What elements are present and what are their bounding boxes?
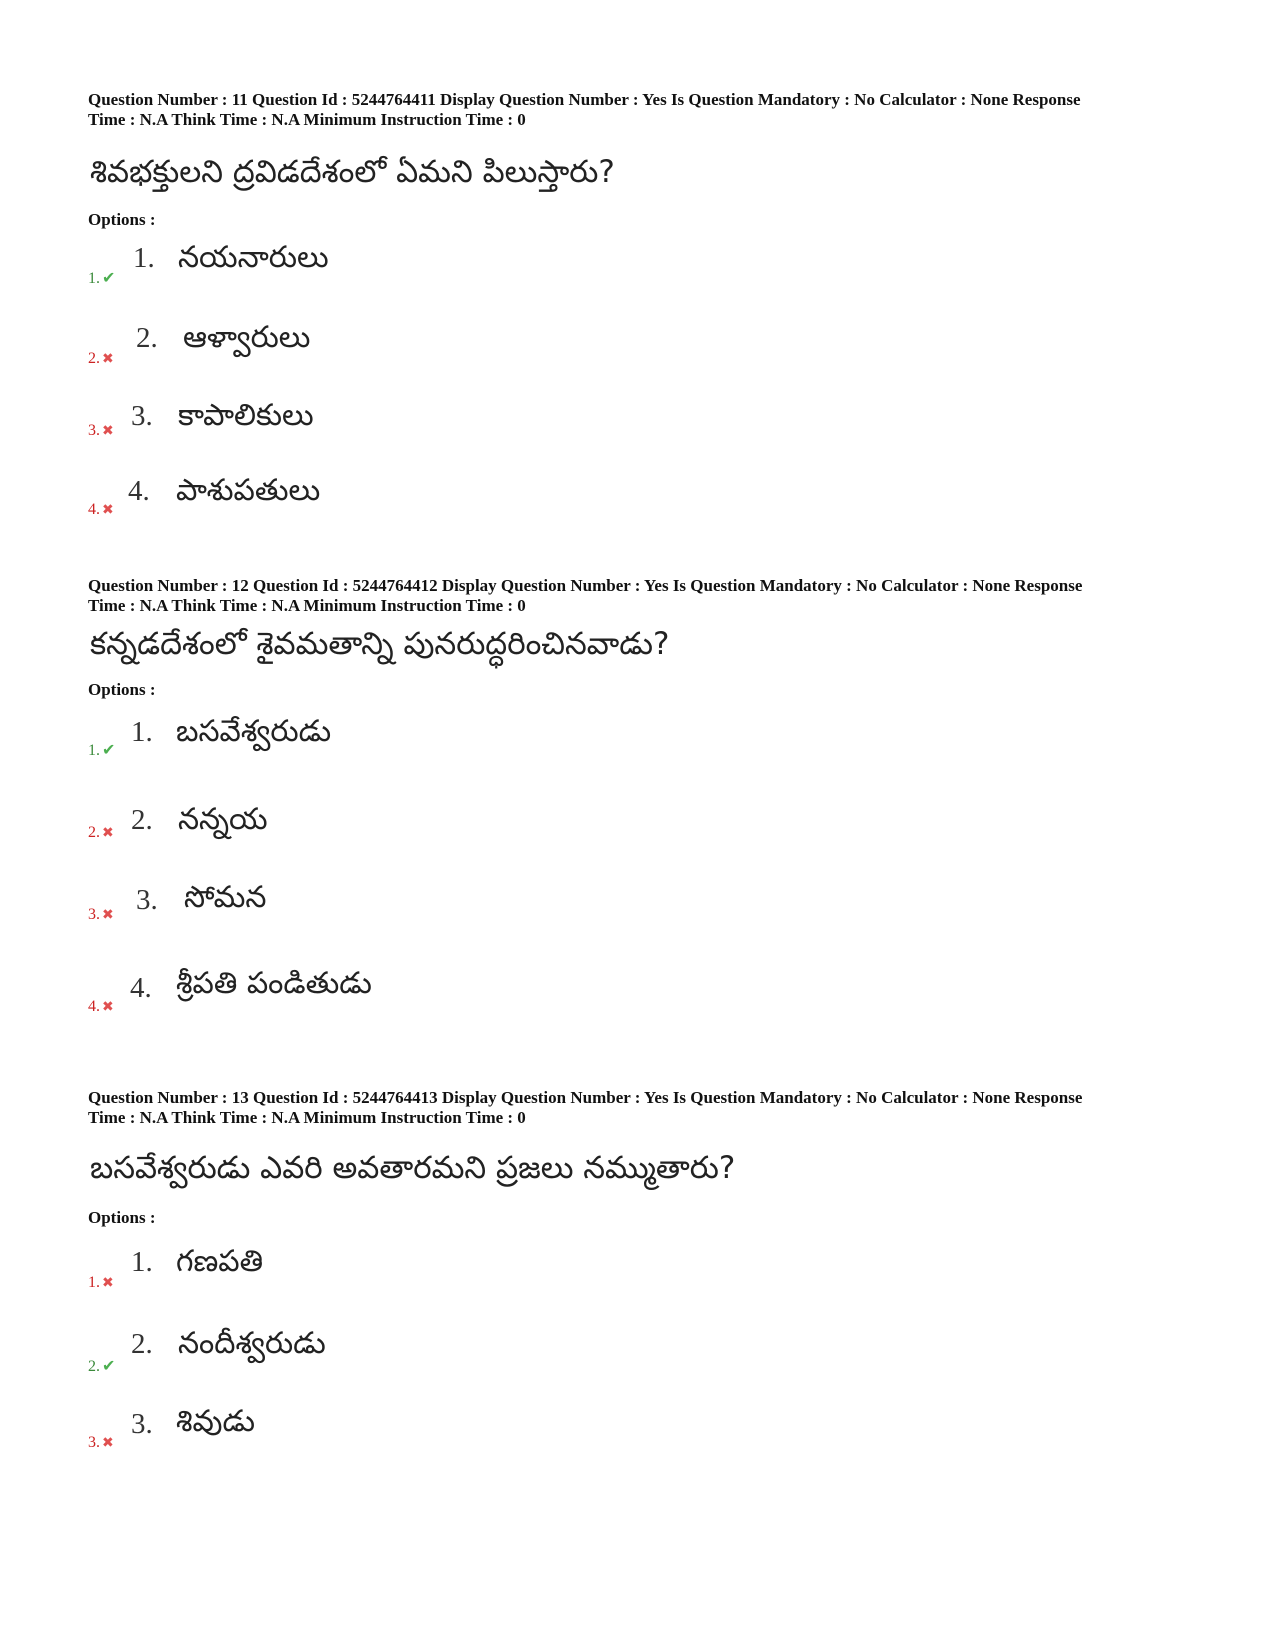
meta-line-2: Time : N.A Think Time : N.A Minimum Instruction Time : 0 <box>88 1108 526 1127</box>
question-text: బసవేశ్వరుడు ఎవరి అవతారమని ప్రజలు నమ్ముతారు? <box>90 1150 736 1186</box>
option-text: నందీశ్వరుడు <box>178 1326 326 1361</box>
option-marker: 3. ✖ <box>88 1434 114 1451</box>
option-item <box>88 1404 688 1468</box>
option-text: కాపాలికులు <box>178 398 314 433</box>
question-block <box>88 576 1208 1015</box>
option-number: 2. <box>131 1328 153 1360</box>
option-text: బసవేశ్వరుడు <box>176 714 332 749</box>
check-icon: ✔ <box>102 1358 116 1375</box>
option-number: 1. <box>133 242 155 274</box>
option-number: 3. <box>131 400 153 432</box>
option-item <box>88 1328 688 1388</box>
option-text: పాశుపతులు <box>176 473 321 508</box>
meta-line-2: Time : N.A Think Time : N.A Minimum Instruction Time : 0 <box>88 596 526 615</box>
option-marker: 3. ✖ <box>88 906 114 923</box>
option-number: 2. <box>136 322 158 354</box>
option-marker: 4. ✖ <box>88 998 114 1015</box>
option-item <box>88 475 688 535</box>
option-item <box>88 322 688 382</box>
cross-icon: ✖ <box>102 1276 114 1291</box>
option-number: 4. <box>128 475 150 507</box>
option-marker: 1. ✔ <box>88 270 116 287</box>
question-meta <box>88 1088 1208 1128</box>
cross-icon: ✖ <box>102 352 114 367</box>
option-marker: 1. ✔ <box>88 742 116 759</box>
check-icon: ✔ <box>102 742 116 759</box>
cross-icon: ✖ <box>102 1000 114 1015</box>
meta-line-1: Question Number : 13 Question Id : 5244764413 Display Question Number : Yes Is Question Mandatory : No Calculator : None Response <box>88 1088 1083 1107</box>
options-label: Options : <box>88 1208 156 1227</box>
cross-icon: ✖ <box>102 908 114 923</box>
option-item <box>88 716 688 776</box>
option-item <box>88 400 688 460</box>
option-marker: 4. ✖ <box>88 501 114 518</box>
option-item <box>88 804 688 864</box>
meta-line-1: Question Number : 11 Question Id : 5244764411 Display Question Number : Yes Is Question Mandatory : No Calculator : None Response <box>88 90 1081 109</box>
check-icon: ✔ <box>102 270 116 287</box>
option-number: 4. <box>130 972 152 1004</box>
question-text: కన్నడదేశంలో శైవమతాన్ని పునరుద్ధరించినవాడు? <box>90 626 670 662</box>
option-text: శ్రీపతి పండితుడు <box>176 966 372 1001</box>
question-block <box>88 1088 1208 1451</box>
option-text: గణపతి <box>176 1244 264 1279</box>
cross-icon: ✖ <box>102 826 114 841</box>
question-meta <box>88 576 1208 616</box>
options-label: Options : <box>88 680 156 699</box>
question-text: శివభక్తులని ద్రవిడదేశంలో ఏమని పిలుస్తారు? <box>90 154 615 190</box>
cross-icon: ✖ <box>102 1436 114 1451</box>
option-number: 2. <box>131 804 153 836</box>
meta-line-2: Time : N.A Think Time : N.A Minimum Instruction Time : 0 <box>88 110 526 129</box>
options-label: Options : <box>88 210 156 229</box>
question-block <box>88 90 1208 518</box>
question-meta <box>88 90 1208 130</box>
option-marker: 2. ✖ <box>88 824 114 841</box>
option-number: 1. <box>131 1246 153 1278</box>
option-text: సోమన <box>184 880 267 915</box>
option-marker: 2. ✖ <box>88 350 114 367</box>
option-item <box>88 1246 688 1306</box>
option-item <box>88 880 688 944</box>
option-number: 3. <box>136 884 158 916</box>
option-text: నయనారులు <box>178 240 329 275</box>
option-number: 1. <box>131 716 153 748</box>
option-number: 3. <box>131 1408 153 1440</box>
option-marker: 3. ✖ <box>88 422 114 439</box>
option-marker: 1. ✖ <box>88 1274 114 1291</box>
option-text: ఆళ్వారులు <box>183 320 311 355</box>
option-text: నన్నయ <box>178 802 268 837</box>
cross-icon: ✖ <box>102 424 114 439</box>
option-item <box>88 240 688 300</box>
option-item <box>88 966 688 1032</box>
meta-line-1: Question Number : 12 Question Id : 5244764412 Display Question Number : Yes Is Question Mandatory : No Calculator : None Response <box>88 576 1083 595</box>
cross-icon: ✖ <box>102 503 114 518</box>
option-text: శివుడు <box>176 1404 256 1439</box>
option-marker: 2. ✔ <box>88 1358 116 1375</box>
